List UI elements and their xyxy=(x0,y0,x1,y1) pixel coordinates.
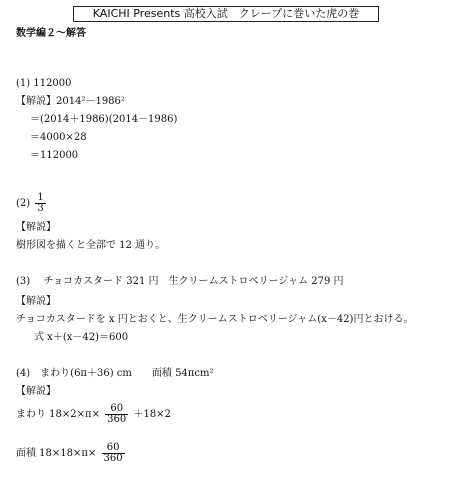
q1-step-1: ＝(2014＋1986)(2014－1986) xyxy=(30,114,178,125)
q4-mawari-denominator: 360 xyxy=(107,414,127,425)
q2-explanation-label: 【解説】 xyxy=(16,222,56,233)
q4-answer: (4) まわり(6π＋36) cm 面積 54πcm² xyxy=(16,368,214,379)
q2-denominator: 3 xyxy=(37,203,44,214)
q4-menseki xyxy=(16,443,127,464)
q3-equation: 式 x＋(x－42)＝600 xyxy=(34,332,129,343)
q4-mawari xyxy=(16,404,171,425)
q1-explanation-label: 【解説】2014²－1986² xyxy=(16,96,125,107)
q1-step-3: ＝112000 xyxy=(30,150,79,161)
q4-mawari-suffix: ＋18×2 xyxy=(133,409,171,420)
q3-explanation-label: 【解説】 xyxy=(16,296,56,307)
q4-menseki-fraction xyxy=(102,443,125,464)
q3-answer: (3) チョコカスタード 321 円 生クリームストロベリージャム 279 円 xyxy=(16,276,344,287)
q4-menseki-denominator: 360 xyxy=(103,453,123,464)
q2-answer xyxy=(16,193,48,214)
q1-answer: (1) 112000 xyxy=(16,78,72,89)
q2-number: (2) xyxy=(16,198,31,209)
q2-explanation: 樹形図を描くと全部で 12 通り。 xyxy=(16,240,166,251)
q3-explanation: チョコカスタードを x 円とおくと、生クリームストロベリージャム(x－42)円とおける。 xyxy=(16,314,414,325)
q4-mawari-prefix: まわり 18×2×π× xyxy=(16,409,100,420)
q4-explanation-label: 【解説】 xyxy=(16,386,56,397)
q4-menseki-numerator: 60 xyxy=(102,443,125,454)
q4-menseki-prefix: 面積 18×18×π× xyxy=(16,448,97,459)
q1-step-2: ＝4000×28 xyxy=(30,132,87,143)
q2-fraction xyxy=(35,193,45,214)
page-title: KAICHI Presents 高校入試 クレープに巻いた虎の巻 xyxy=(73,6,379,22)
q4-mawari-numerator: 60 xyxy=(105,404,128,415)
section-subtitle: 数学編２～解答 xyxy=(16,28,86,39)
q4-mawari-fraction xyxy=(105,404,128,425)
q2-numerator: 1 xyxy=(37,192,44,203)
